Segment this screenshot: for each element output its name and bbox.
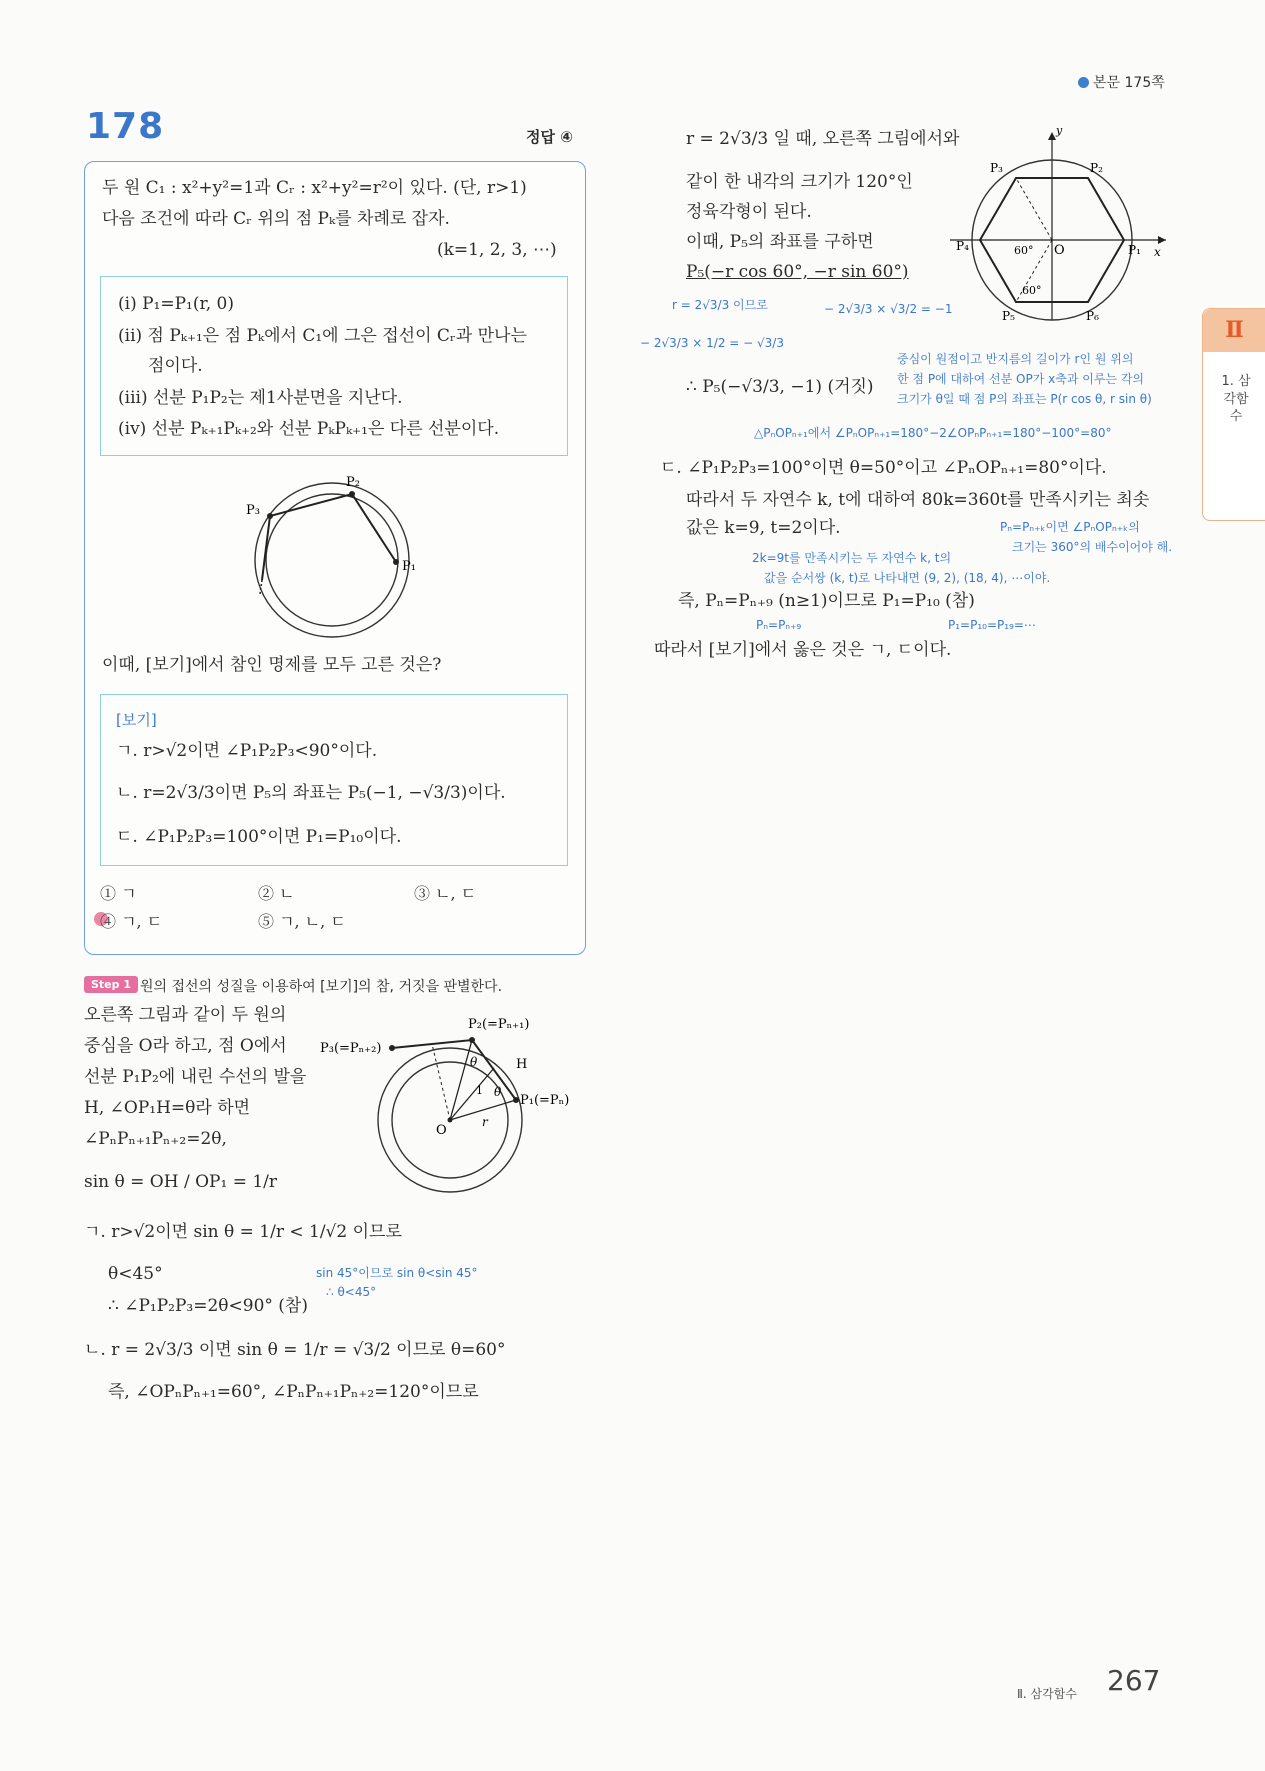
- choice-1[interactable]: ① ㄱ: [100, 884, 137, 903]
- note-circle-1: 중심이 원점이고 반지름의 길이가 r인 원 위의: [897, 352, 1134, 366]
- right-line-3: 정육각형이 된다.: [686, 202, 812, 222]
- bogi-item-a: ㄱ. r>√2이면 ∠P₁P₂P₃<90°이다.: [116, 741, 378, 761]
- bogi-item-b: ㄴ. r=2√3/3이면 P₅의 좌표는 P₅(−1, −√3/3)이다.: [116, 783, 506, 803]
- chapter-label: 1. 삼각함수: [1221, 374, 1251, 425]
- right-line-1: r = 2√3/3 일 때, 오른쪽 그림에서와: [686, 129, 960, 149]
- label-p3-hex: P₃: [990, 161, 1003, 175]
- note-p1: P₁=P₁₀=P₁₉=⋯: [948, 618, 1036, 632]
- label-y: y: [1056, 124, 1063, 137]
- note-pn-2: 크기는 360°의 배수이어야 해.: [1012, 540, 1173, 554]
- note-r-value: r = 2√3/3 이므로: [672, 298, 768, 312]
- right-line-5: P₅(−r cos 60°, −r sin 60°): [686, 262, 909, 282]
- note-triangle: △PₙOPₙ₊₁에서 ∠PₙOPₙ₊₁=180°−2∠OPₙPₙ₊₁=180°−100°=80°: [754, 426, 1112, 440]
- point-pn2: [389, 1045, 395, 1051]
- condition-2-cont: 점이다.: [148, 356, 203, 376]
- bogi-title: [보기]: [116, 711, 157, 729]
- page-reference: [1078, 72, 1165, 92]
- choice-5[interactable]: ⑤ ㄱ, ㄴ, ㄷ: [258, 912, 346, 931]
- solution-line-3: 선분 P₁P₂에 내린 수선의 발을: [84, 1067, 307, 1087]
- right-line-2: 같이 한 내각의 크기가 120°인: [686, 172, 913, 192]
- right-line-6: ∴ P₅(−√3/3, −1) (거짓): [686, 377, 874, 397]
- circle-plus-icon: [1078, 77, 1089, 88]
- label-x: x: [1154, 245, 1161, 259]
- condition-2: (ii) 점 Pₖ₊₁은 점 Pₖ에서 C₁에 그은 접선이 Cᵣ과 만나는: [118, 326, 527, 346]
- label-angle-2: 60°: [1022, 284, 1042, 297]
- solution-line-5: ∠PₙPₙ₊₁Pₙ₊₂=2θ,: [84, 1129, 227, 1149]
- choice-3[interactable]: ③ ㄴ, ㄷ: [414, 884, 477, 903]
- note-pn-1: Pₙ=Pₙ₊ₖ이면 ∠PₙOPₙ₊ₖ의: [1000, 520, 1140, 534]
- solution-line-4: H, ∠OP₁H=θ라 하면: [84, 1098, 251, 1118]
- x-axis-arrow: [1158, 236, 1166, 244]
- solution-line-7: ㄱ. r>√2이면 sin θ = 1/r < 1/√2 이므로: [84, 1222, 402, 1242]
- c-line-2: 따라서 두 자연수 k, t에 대하여 80k=360t를 만족시키는 최솟: [686, 490, 1150, 510]
- label-theta-right: θ: [494, 1085, 502, 1099]
- label-o: O: [436, 1123, 447, 1138]
- note-pn9: Pₙ=Pₙ₊₉: [756, 618, 802, 632]
- c-line-5: 따라서 [보기]에서 옳은 것은 ㄱ, ㄷ이다.: [654, 640, 952, 660]
- label-p1-hex: P₁: [1128, 243, 1141, 257]
- label-p1-fig2: P₁(=Pₙ): [520, 1093, 570, 1108]
- outer-circle: [255, 483, 409, 637]
- label-p2: P₂: [346, 475, 360, 490]
- choice-2[interactable]: ② ㄴ: [258, 884, 295, 903]
- c-line-3: 값은 k=9, t=2이다.: [686, 518, 841, 538]
- hexagon-figure: [940, 124, 1172, 330]
- label-p4-hex: P₄: [956, 239, 969, 253]
- label-one: 1: [476, 1084, 483, 1097]
- c-line-1: ㄷ. ∠P₁P₂P₃=100°이면 θ=50°이고 ∠PₙOPₙ₊₁=80°이다.: [660, 458, 1107, 478]
- footer-section: Ⅱ. 삼각함수: [1017, 1687, 1077, 1701]
- problem-statement-1: 두 원 C₁ : x²+y²=1과 Cᵣ : x²+y²=r²이 있다. (단, r>1): [102, 178, 527, 198]
- note-circle-3: 크기가 θ일 때 점 P의 좌표는 P(r cos θ, r sin θ): [897, 392, 1152, 406]
- step-badge: Step 1: [84, 976, 138, 993]
- chapter-side-tab[interactable]: [1202, 308, 1265, 521]
- inner-circle: [266, 494, 398, 626]
- note-2k-2: 값을 순서쌍 (k, t)로 나타내면 (9, 2), (18, 4), ⋯이야.: [764, 571, 1051, 585]
- problem-statement-2: 다음 조건에 따라 Cᵣ 위의 점 Pₖ를 차례로 잡자.: [102, 209, 450, 229]
- condition-4: (iv) 선분 Pₖ₊₁Pₖ₊₂와 선분 PₖPₖ₊₁은 다른 선분이다.: [118, 419, 500, 439]
- c-line-4: 즉, Pₙ=Pₙ₊₉ (n≥1)이므로 P₁=P₁₀ (참): [678, 591, 975, 611]
- solution-line-9: ∴ ∠P₁P₂P₃=2θ<90° (참): [108, 1296, 308, 1316]
- note-sin45: sin 45°이므로 sin θ<sin 45°: [316, 1266, 478, 1280]
- question-text: 이때, [보기]에서 참인 명제를 모두 고른 것은?: [102, 655, 442, 675]
- point-pn1: [469, 1037, 475, 1043]
- y-axis-arrow: [1048, 132, 1056, 140]
- label-theta-top: θ: [470, 1055, 478, 1069]
- solution-line-1: 오른쪽 그림과 같이 두 원의: [84, 1005, 287, 1025]
- label-p1: P₁: [402, 559, 416, 574]
- dashed-perpendicular: [432, 1044, 450, 1120]
- label-p5-hex: P₅: [1002, 309, 1015, 323]
- label-o-hex: O: [1054, 243, 1065, 258]
- label-r: r: [482, 1115, 488, 1129]
- point-pn: [513, 1097, 519, 1103]
- tangent-path: [262, 494, 396, 580]
- solution-line-8: θ<45°: [108, 1264, 163, 1284]
- label-h: H: [516, 1057, 528, 1072]
- point-p1: [393, 559, 399, 565]
- note-multiply: − 2√3/3 × √3/2 = −1: [824, 302, 953, 316]
- circles-figure: [240, 470, 420, 650]
- point-p2: [349, 491, 355, 497]
- choice-4[interactable]: ④ ㄱ, ㄷ: [100, 912, 163, 931]
- bogi-item-c: ㄷ. ∠P₁P₂P₃=100°이면 P₁=P₁₀이다.: [116, 827, 402, 847]
- right-line-4: 이때, P₅의 좌표를 구하면: [686, 232, 874, 252]
- condition-3: (iii) 선분 P₁P₂는 제1사분면을 지난다.: [118, 388, 403, 408]
- problem-statement-3: (k=1, 2, 3, ⋯): [437, 240, 557, 260]
- note-theta45: ∴ θ<45°: [326, 1285, 377, 1299]
- center-o: [448, 1118, 453, 1123]
- page-reference-text: 본문 175쪽: [1093, 75, 1165, 91]
- solution-line-2: 중심을 O라 하고, 점 O에서: [84, 1036, 287, 1056]
- note-circle-2: 한 점 P에 대하여 선분 OP가 x축과 이루는 각의: [897, 372, 1145, 386]
- chapter-roman: Ⅱ: [1203, 309, 1265, 352]
- problem-number: 178: [86, 106, 165, 147]
- point-p3: [267, 513, 273, 519]
- dashed-op3: [1016, 178, 1052, 240]
- label-p6-hex: P₆: [1086, 309, 1099, 323]
- label-angle-1: 60°: [1014, 244, 1034, 257]
- answer-label: 정답 ④: [526, 128, 573, 146]
- page-number: 267: [1107, 1664, 1161, 1697]
- solution-line-10: ㄴ. r = 2√3/3 이면 sin θ = 1/r = √3/2 이므로 θ=60°: [84, 1340, 506, 1360]
- label-p3: P₃: [246, 503, 260, 518]
- solution-line-6: sin θ = OH / OP₁ = 1/r: [84, 1172, 278, 1192]
- label-p2-hex: P₂: [1090, 161, 1103, 175]
- step-title: 원의 접선의 성질을 이용하여 [보기]의 참, 거짓을 판별한다.: [140, 979, 503, 995]
- tangent-figure: [320, 1010, 590, 1220]
- note-2k-1: 2k=9t를 만족시키는 두 자연수 k, t의: [752, 551, 952, 565]
- note-half: − 2√3/3 × 1/2 = − √3/3: [640, 336, 784, 350]
- label-p3-fig2: P₃(=Pₙ₊₂): [320, 1041, 382, 1056]
- label-p2-fig2: P₂(=Pₙ₊₁): [468, 1017, 530, 1032]
- solution-line-11: 즉, ∠OPₙPₙ₊₁=60°, ∠PₙPₙ₊₁Pₙ₊₂=120°이므로: [108, 1382, 479, 1402]
- condition-1: (i) P₁=P₁(r, 0): [118, 294, 235, 314]
